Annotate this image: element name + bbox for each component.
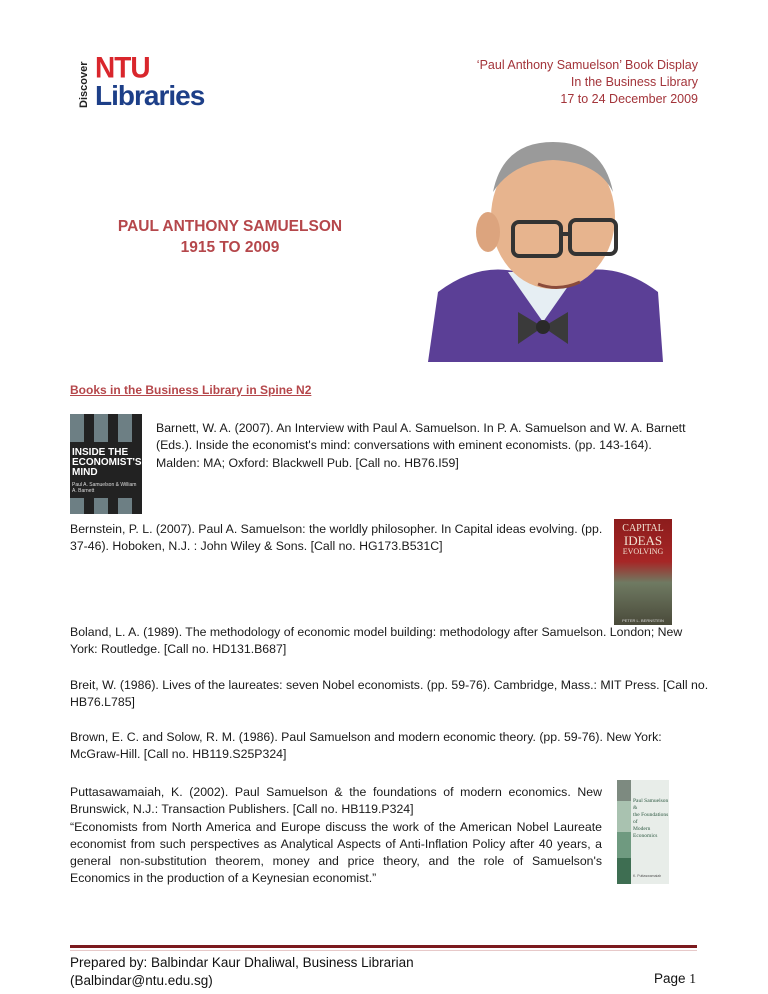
book-cover-inside-the-economists-mind [70,414,142,514]
librarian-email: (Balbindar@ntu.edu.sg) [70,972,213,988]
book-cover-paul-samuelson-foundations [617,780,669,884]
citation-puttasawamaiah-quote: “Economists from North America and Europe discuss the work of the American Nobel Laureate economist from such perspectives as Analytical Aspects of Anti-Inflation Policy after 40 years, a general non-substitution theorem, money and price theory, and the role of Samuelson's Economics in the production of a Keynesian economist.” [70,819,602,886]
citation-puttasawamaiah-ref: Puttasawamaiah, K. (2002). Paul Samuelson & the foundations of modern economics. New Brunswick, N.J.: Transaction Publishers. [Call no. HB119.P324] [70,785,602,817]
logo-ntu-text: NTU [95,51,150,84]
cover3-author: K. Puttaswamaiah [633,874,662,878]
page-title [90,216,370,258]
page-number [654,971,696,987]
citation-puttasawamaiah [70,784,602,888]
cover2-line3: EVOLVING [622,547,664,556]
logo-discover-text: Discover [78,61,90,109]
ntu-libraries-logo [78,52,208,114]
cover3-line1: Paul Samuelson & [633,798,669,811]
display-location: In the Business Library [570,75,698,89]
cover1-line3: MIND [72,467,98,478]
prepared-by-text: Prepared by: Balbindar Kaur Dhaliwal, Business Librarian [70,955,414,970]
footer-prepared-by [70,954,414,989]
cover3-line2: the Foundations of [633,812,669,825]
footer-divider-shadow [70,950,697,951]
section-heading: Books in the Business Library in Spine N2 [70,383,312,397]
display-title: ‘Paul Anthony Samuelson’ Book Display [476,58,698,72]
citation-boland: Boland, L. A. (1989). The methodology of economic model building: methodology after Samuelson. London; New York: Routledge. [Call no. HD131.B687] [70,625,683,657]
portrait-image [418,122,668,362]
cover1-authors: Paul A. Samuelson & William A. Barnett [72,482,137,494]
cover2-line2: IDEAS [623,533,663,548]
cover1-line1: INSIDE THE [72,447,129,458]
caricature-icon [418,122,668,362]
citation-brown-solow: Brown, E. C. and Solow, R. M. (1986). Paul Samuelson and modern economic theory. (pp. 59-76). New York: McGraw-Hill. [Call no. HB119.S25P324] [70,730,662,762]
citation-bernstein: Bernstein, P. L. (2007). Paul A. Samuelson: the worldly philosopher. In Capital ideas evolving. (pp. 37-46). Hoboken, N.J. : John Wiley & Sons. [Call no. HG173.B531C] [70,522,603,554]
cover3-line3: Modern Economics [633,826,658,839]
book-cover-capital-ideas-evolving [614,519,672,625]
page-label: Page [653,971,686,986]
citation-barnett: Barnett, W. A. (2007). An Interview with Paul A. Samuelson. In P. A. Samuelson and W. A. Barnett (Eds.). Inside the economist's mind: conversations with eminent economists. (pp. 143-164). Malden: MA; Oxford: Blackwell Pub. [Call no. HB76.I59] [156,421,686,470]
page-number-value: 1 [689,971,696,986]
title-name: PAUL ANTHONY SAMUELSON [117,218,343,235]
display-dates: 17 to 24 December 2009 [560,92,698,106]
cover2-line1: CAPITAL [622,523,664,534]
footer-divider [70,945,697,948]
cover1-line2: ECONOMIST'S [72,457,142,468]
cover2-author: PETER L. BERNSTEIN [622,618,664,623]
display-info-header [477,57,698,108]
citation-breit: Breit, W. (1986). Lives of the laureates: seven Nobel economists. (pp. 59-76). Cambridge, Mass.: MIT Press. [Call no. HB76.L785] [70,678,709,710]
logo-libraries-text: Libraries [95,80,205,111]
title-years: 1915 TO 2009 [180,239,280,256]
